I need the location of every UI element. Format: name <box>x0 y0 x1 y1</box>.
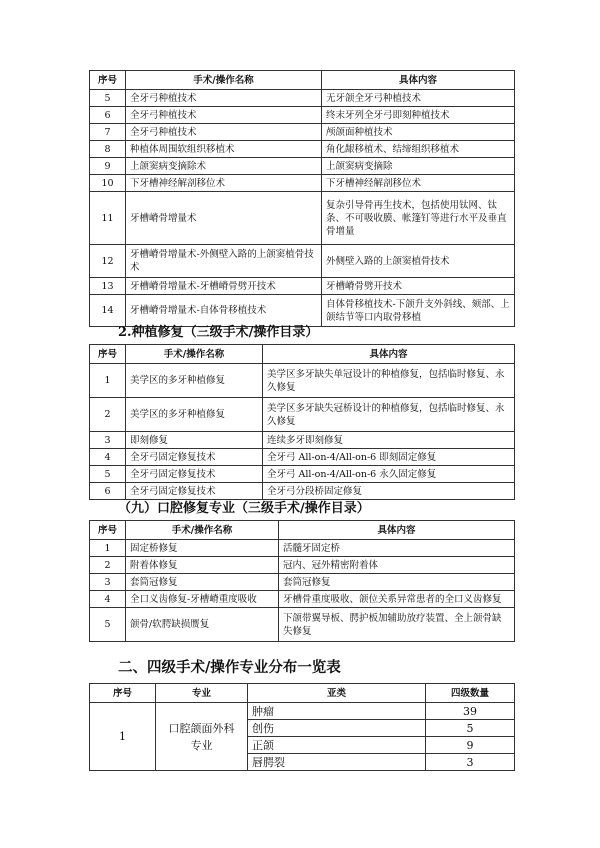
col-header-name: 手术/操作名称 <box>126 345 263 364</box>
cell-name: 套筒冠修复 <box>126 574 279 591</box>
table-implant-surgery <box>89 70 515 327</box>
cell-count: 39 <box>426 703 515 720</box>
cell-content: 牙槽骨重度吸收、颌位关系异常患者的全口义齿修复 <box>279 591 515 608</box>
cell-index: 9 <box>90 158 126 175</box>
cell-count: 5 <box>426 720 515 737</box>
col-header-subcategory: 亚类 <box>248 684 426 703</box>
cell-name: 颌骨/软腭缺损赝复 <box>126 608 279 642</box>
cell-index: 5 <box>90 466 126 483</box>
col-header-specialty: 专业 <box>156 684 248 703</box>
table-row <box>90 107 515 124</box>
cell-content: 复杂引导骨再生技术，包括使用钛网、钛条、不可吸收膜、帐篷钉等进行水平及垂直骨增量 <box>322 192 515 245</box>
cell-name: 牙槽嵴骨增量术 <box>126 192 322 245</box>
table-row <box>90 574 515 591</box>
cell-index: 3 <box>90 432 126 449</box>
col-header-content: 具体内容 <box>263 345 515 364</box>
col-header-index: 序号 <box>90 521 126 540</box>
table-row <box>90 703 515 720</box>
cell-content: 全牙弓 All-on-4/All-on-6 即刻固定修复 <box>263 449 515 466</box>
cell-subcategory: 正颌 <box>248 737 426 754</box>
cell-index: 1 <box>90 703 156 771</box>
cell-name: 全牙弓种植技术 <box>126 90 322 107</box>
col-header-index: 序号 <box>90 684 156 703</box>
table-row <box>90 591 515 608</box>
cell-index: 4 <box>90 449 126 466</box>
table-row <box>90 449 515 466</box>
cell-index: 13 <box>90 278 126 295</box>
col-header-index: 序号 <box>90 71 126 90</box>
table-header-row <box>90 345 515 364</box>
cell-content: 美学区多牙缺失单冠设计的种植修复，包括临时修复、永久修复 <box>263 364 515 398</box>
table-row <box>90 175 515 192</box>
table-row <box>90 432 515 449</box>
cell-content: 外侧壁入路的上颌窦植骨技术 <box>322 245 515 278</box>
cell-name: 附着体修复 <box>126 557 279 574</box>
table-level4-distribution <box>89 683 515 771</box>
cell-content: 角化龈移植术、结缔组织移植术 <box>322 141 515 158</box>
table-row <box>90 540 515 557</box>
cell-name: 牙槽嵴骨增量术-牙槽嵴骨劈开技术 <box>126 278 322 295</box>
cell-index: 3 <box>90 574 126 591</box>
cell-name: 全牙弓种植技术 <box>126 124 322 141</box>
cell-name: 固定桥修复 <box>126 540 279 557</box>
cell-name: 全牙弓种植技术 <box>126 107 322 124</box>
cell-name: 美学区的多牙种植修复 <box>126 398 263 432</box>
table-implant-restoration <box>89 344 515 500</box>
cell-index: 11 <box>90 192 126 245</box>
cell-name: 全牙弓固定修复技术 <box>126 449 263 466</box>
cell-index: 14 <box>90 295 126 327</box>
section-heading-implant-restoration: 2.种植修复（三级手术/操作目录） <box>118 325 319 340</box>
cell-name: 美学区的多牙种植修复 <box>126 364 263 398</box>
table-header-row <box>90 71 515 90</box>
cell-count: 3 <box>426 754 515 771</box>
cell-index: 2 <box>90 398 126 432</box>
cell-name: 全口义齿修复-牙槽嵴重度吸收 <box>126 591 279 608</box>
cell-index: 6 <box>90 483 126 500</box>
cell-content: 自体骨移植技术-下颌升支外斜线、颏部、上颌结节等口内取骨移植 <box>322 295 515 327</box>
cell-specialty: 口腔颌面外科专业 <box>156 703 248 771</box>
cell-index: 1 <box>90 540 126 557</box>
table-row <box>90 608 515 642</box>
table-row <box>90 192 515 245</box>
cell-content: 无牙颌全牙弓种植技术 <box>322 90 515 107</box>
cell-index: 8 <box>90 141 126 158</box>
cell-count: 9 <box>426 737 515 754</box>
table-row <box>90 141 515 158</box>
cell-name: 即刻修复 <box>126 432 263 449</box>
cell-content: 连续多牙即刻修复 <box>263 432 515 449</box>
cell-content: 全牙弓 All-on-4/All-on-6 永久固定修复 <box>263 466 515 483</box>
cell-index: 10 <box>90 175 126 192</box>
cell-content: 美学区多牙缺失冠桥设计的种植修复，包括临时修复、永久修复 <box>263 398 515 432</box>
cell-content: 终末牙列全牙弓即刻种植技术 <box>322 107 515 124</box>
col-header-count: 四级数量 <box>426 684 515 703</box>
cell-name: 种植体周围软组织移植术 <box>126 141 322 158</box>
table-header-row <box>90 521 515 540</box>
cell-subcategory: 唇腭裂 <box>248 754 426 771</box>
cell-name: 全牙弓固定修复技术 <box>126 483 263 500</box>
cell-index: 6 <box>90 107 126 124</box>
section-heading-prosthodontics: （九）口腔修复专业（三级手术/操作目录） <box>118 501 370 516</box>
cell-name: 牙槽嵴骨增量术-自体骨移植技术 <box>126 295 322 327</box>
table-row <box>90 245 515 278</box>
table-row <box>90 364 515 398</box>
table-row <box>90 398 515 432</box>
cell-content: 冠内、冠外精密附着体 <box>279 557 515 574</box>
table-row <box>90 90 515 107</box>
table-row <box>90 278 515 295</box>
table-row <box>90 557 515 574</box>
table-header-row <box>90 684 515 703</box>
col-header-name: 手术/操作名称 <box>126 71 322 90</box>
cell-index: 2 <box>90 557 126 574</box>
cell-index: 12 <box>90 245 126 278</box>
cell-content: 颅颌面种植技术 <box>322 124 515 141</box>
cell-content: 下牙槽神经解剖移位术 <box>322 175 515 192</box>
table-prosthodontics <box>89 520 515 642</box>
table-row <box>90 466 515 483</box>
cell-name: 全牙弓固定修复技术 <box>126 466 263 483</box>
cell-content: 活髓牙固定桥 <box>279 540 515 557</box>
cell-content: 上颌窦病变摘除 <box>322 158 515 175</box>
cell-content: 套筒冠修复 <box>279 574 515 591</box>
table-row <box>90 124 515 141</box>
col-header-content: 具体内容 <box>279 521 515 540</box>
cell-name: 牙槽嵴骨增量术-外侧壁入路的上颌窦植骨技术 <box>126 245 322 278</box>
cell-index: 5 <box>90 90 126 107</box>
cell-subcategory: 肿瘤 <box>248 703 426 720</box>
cell-content: 全牙弓分段桥固定修复 <box>263 483 515 500</box>
cell-name: 下牙槽神经解剖移位术 <box>126 175 322 192</box>
cell-subcategory: 创伤 <box>248 720 426 737</box>
cell-index: 4 <box>90 591 126 608</box>
col-header-name: 手术/操作名称 <box>126 521 279 540</box>
cell-index: 5 <box>90 608 126 642</box>
cell-name: 上颌窦病变摘除术 <box>126 158 322 175</box>
cell-index: 7 <box>90 124 126 141</box>
section-heading-level4-distribution: 二、四级手术/操作专业分布一览表 <box>118 659 341 676</box>
table-row <box>90 158 515 175</box>
cell-content: 下颌带翼导板、腭护板加辅助放疗装置、全上颌骨缺失修复 <box>279 608 515 642</box>
cell-content: 牙槽嵴骨劈开技术 <box>322 278 515 295</box>
col-header-index: 序号 <box>90 345 126 364</box>
col-header-content: 具体内容 <box>322 71 515 90</box>
cell-index: 1 <box>90 364 126 398</box>
